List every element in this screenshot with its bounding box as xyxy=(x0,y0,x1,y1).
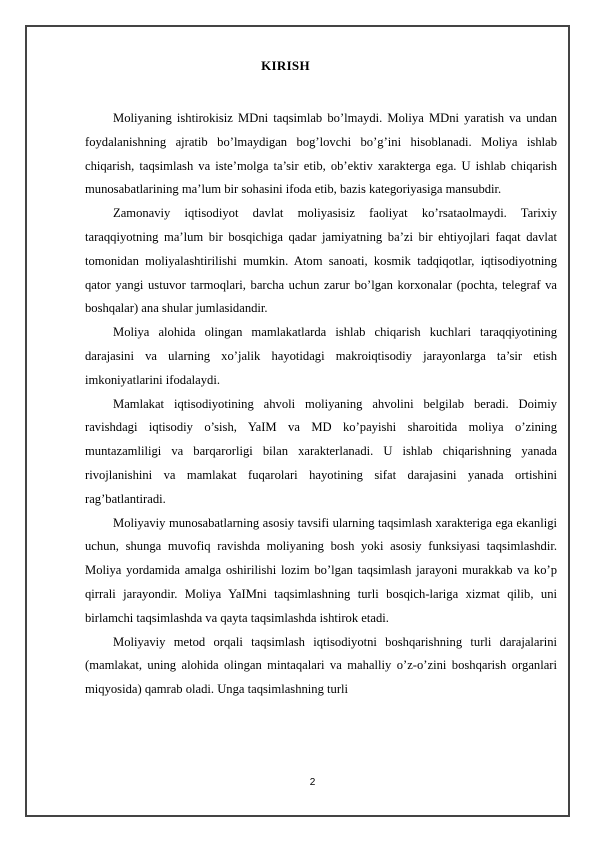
body-text xyxy=(85,107,557,702)
section-heading xyxy=(0,58,595,74)
paragraph-2: Zamonaviy iqtisodiyot davlat moliyasisiz faoliyat ko’rsataolmaydi. Tarixiy taraqqiyotning ma’lum bir bosqichiga qadar jamiyatning ba’zi bir ehtiyojlari faqat davlat tomonidan moliyalashtirilishi mumkin. Atom sanoati, kosmik tadqiqotlar, iqtisodiyotning qator yangi ustuvor tarmoqlari, barcha uchun zarur bo’lgan korxonalar (pochta, telegraf va boshqalar) ana shular jumlasidandir. xyxy=(85,206,557,316)
paragraph-3: Moliya alohida olingan mamlakatlarda ishlab chiqarish kuchlari taraqqiyotining darajasini va ularning xo’jalik hayotidagi makroiqtisodiy jarayonlarga ta’sir etish imkoniyatlarini ifodalaydi. xyxy=(85,325,557,387)
paragraph-4: Mamlakat iqtisodiyotining ahvoli moliyaning ahvolini belgilab beradi. Doimiy ravishdagi iqtisodiy o’sish, YaIM va MD ko’payishi sharoitida moliya o’zining muntazamliligi va barqarorligi bilan xarakterlanadi. U ishlab chiqarishning yanada rivojlanishini va mamlakat fuqarolari hayotining sifat darajasini yanada ortishini rag’batlantiradi. xyxy=(85,396,557,506)
heading-text: KIRISH xyxy=(261,58,310,73)
paragraph-1: Moliyaning ishtirokisiz MDni taqsimlab bo’lmaydi. Moliya MDni yaratish va undan foydalanishning ajratib bo’lmaydigan bog’lovchi bo’g’ini hisoblanadi. Moliya ishlab chiqarish, taqsimlash va iste’molga ta’sir etib, ob’ektiv xarakterga ega. U ishlab chiqarish munosabatlarining ma’lum bir sohasini ifoda etib, bazis kategoriyasiga mansubdir. xyxy=(85,111,557,197)
page-number: 2 xyxy=(309,777,316,788)
paragraph-5: Moliyaviy munosabatlarning asosiy tavsifi ularning taqsimlash xarakteriga ega ekanligi uchun, shunga muvofiq ravishda moliyaning bosh yoki asosiy funksiyasi taqsimlashdir. Moliya yordamida amalga oshirilishi lozim bo’lgan taqsimlash jarayoni murakkab va ko’p qirrali jarayondir. Moliya YaIMni taqsimlashning turli bosqich-lariga xizmat qilib, uni birlamchi taqsimlashda va qayta taqsimlashda ishtirok etadi. xyxy=(85,515,557,625)
paragraph-6: Moliyaviy metod orqali taqsimlash iqtisodiyotni boshqarishning turli darajalarini (mamlakat, uning alohida olingan mintaqalari va mahalliy o’z-o’zini boshqarish organlari miqyosida) qamrab oladi. Unga taqsimlashning turli xyxy=(85,634,557,697)
